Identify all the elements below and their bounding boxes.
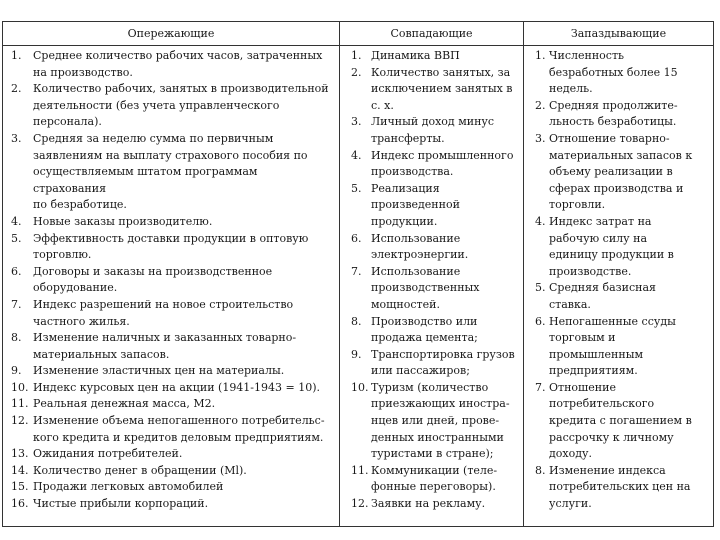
item-text-line: Количество денег в обращении (Ml). — [33, 463, 247, 477]
item-number: 6. — [535, 314, 546, 328]
item-text-line: Изменение наличных и заказанных товарно- — [33, 331, 297, 345]
item-number: 14. — [11, 463, 29, 477]
item-text-line: Коммуникации (теле- — [371, 463, 498, 477]
item-text-line: фонные переговоры). — [371, 480, 496, 494]
item-text-line: производства. — [371, 165, 454, 179]
item-number: 6. — [351, 231, 362, 245]
item-number: 4. — [11, 214, 22, 228]
item-text-line: предприятиям. — [549, 364, 638, 378]
item-text-line: частного жилья. — [33, 314, 130, 328]
item-text-line: деятельности (без учета управленческого — [33, 98, 280, 112]
item-text-line: рабочую силу на — [549, 231, 648, 245]
item-text-line: денных иностранными — [371, 430, 504, 444]
list-item — [11, 48, 333, 81]
item-number: 7. — [351, 264, 362, 278]
list-item — [535, 280, 709, 313]
item-number: 3. — [535, 131, 546, 145]
item-text-line: Индекс разрешений на новое строительство — [33, 297, 294, 311]
item-text-line: продукции. — [371, 214, 438, 228]
item-text-line: Договоры и заказы на производственное — [33, 264, 273, 278]
list-item — [535, 463, 709, 513]
item-text-line: Эффективность доставки продукции в оптовую — [33, 231, 309, 245]
list-item — [351, 181, 515, 231]
item-text-line: торговлю. — [33, 248, 92, 262]
list-item — [351, 380, 515, 463]
list-item — [11, 380, 333, 397]
item-text-line: Средняя за неделю сумма по первичным — [33, 131, 274, 145]
item-text-line: промышленным — [549, 347, 644, 361]
item-text-line: Численность — [549, 49, 625, 62]
item-text-line: рассрочку к личному — [549, 430, 674, 444]
item-text-line: осуществляемым штатом программам страхования — [33, 165, 258, 195]
item-text-line: кого кредита и кредитов деловым предприятиям. — [33, 430, 324, 444]
item-text-line: персонала). — [33, 115, 102, 129]
item-text-line: потребительских цен на — [549, 480, 691, 494]
item-text-line: с. х. — [371, 98, 394, 112]
coincident-indicators-list — [351, 48, 515, 513]
item-text-line: продажа цемента; — [371, 331, 478, 345]
item-text-line: заявлениям на выплату страхового пособия по — [33, 148, 308, 162]
list-item — [11, 131, 333, 214]
item-text-line: приезжающих иностра- — [371, 397, 510, 411]
item-number: 4. — [351, 148, 362, 162]
list-item — [351, 231, 515, 264]
item-text-line: Среднее количество рабочих часов, затраченных — [33, 49, 323, 62]
list-item — [535, 98, 709, 131]
item-number: 15. — [11, 480, 29, 494]
item-text-line: мощностей. — [371, 297, 440, 311]
item-text-line: льность безработицы. — [549, 115, 677, 129]
item-text-line: Туризм (количество — [371, 380, 489, 394]
item-text-line: доходу. — [549, 447, 592, 461]
item-number: 3. — [11, 131, 22, 145]
item-text-line: объему реализации в — [549, 165, 673, 179]
item-text-line: материальных запасов к — [549, 148, 693, 162]
item-number: 12. — [11, 414, 29, 428]
column-divider — [523, 22, 524, 526]
list-item — [11, 446, 333, 463]
item-number: 1. — [535, 49, 546, 62]
item-text-line: Производство или — [371, 314, 478, 328]
item-number: 8. — [351, 314, 362, 328]
item-text-line: Использование — [371, 231, 461, 245]
item-text-line: производстве. — [549, 264, 632, 278]
leading-indicators-list — [11, 48, 333, 513]
item-number: 5. — [11, 231, 22, 245]
item-number: 2. — [535, 98, 546, 112]
header-coincident: Совпадающие — [390, 27, 473, 40]
list-item — [11, 463, 333, 480]
item-number: 8. — [535, 463, 546, 477]
item-number: 5. — [535, 281, 546, 295]
list-item — [351, 347, 515, 380]
list-item — [535, 48, 709, 98]
item-number: 1. — [11, 49, 22, 62]
list-item — [11, 413, 333, 446]
item-text-line: Отношение товарно- — [549, 131, 670, 145]
item-number: 6. — [11, 264, 22, 278]
item-text-line: Использование — [371, 264, 461, 278]
lagging-indicators-list — [535, 48, 709, 513]
list-item — [351, 48, 515, 65]
item-text-line: Количество рабочих, занятых в производительной — [33, 82, 329, 96]
list-item — [11, 363, 333, 380]
indicators-table — [2, 21, 714, 527]
list-item — [351, 264, 515, 314]
item-text-line: оборудование. — [33, 281, 118, 295]
list-item — [351, 65, 515, 115]
item-number: 11. — [351, 463, 369, 477]
list-item — [11, 81, 333, 131]
item-text-line: торговли. — [549, 198, 606, 212]
item-text-line: Динамика ВВП — [371, 49, 460, 62]
list-item — [535, 380, 709, 463]
item-text-line: Реальная денежная масса, М2. — [33, 397, 216, 411]
item-text-line: Индекс промышленного — [371, 148, 514, 162]
item-text-line: потребительского — [549, 397, 655, 411]
item-text-line: Личный доход минус — [371, 115, 495, 129]
list-item — [535, 131, 709, 214]
item-text-line: Реализация — [371, 181, 440, 195]
item-text-line: сферах производства и — [549, 181, 684, 195]
list-item — [11, 231, 333, 264]
item-text-line: Транспортировка грузов — [371, 347, 515, 361]
header-lagging: Запаздывающие — [570, 27, 667, 40]
item-text-line: Изменение эластичных цен на материалы. — [33, 364, 285, 378]
item-text-line: ставка. — [549, 297, 591, 311]
item-number: 7. — [11, 297, 22, 311]
item-number: 9. — [11, 364, 22, 378]
item-number: 10. — [11, 380, 29, 394]
list-item — [351, 114, 515, 147]
item-text-line: недель. — [549, 82, 593, 96]
item-text-line: Новые заказы производителю. — [33, 214, 213, 228]
list-item — [351, 496, 515, 513]
item-text-line: произведенной — [371, 198, 460, 212]
item-text-line: Заявки на рекламу. — [371, 497, 486, 511]
item-number: 4. — [535, 214, 546, 228]
item-number: 13. — [11, 447, 29, 461]
item-text-line: электроэнергии. — [371, 248, 469, 262]
item-text-line: или пассажиров; — [371, 364, 470, 378]
column-divider — [339, 22, 340, 526]
list-item — [11, 330, 333, 363]
list-item — [351, 463, 515, 496]
item-text-line: Индекс затрат на — [549, 214, 652, 228]
item-text-line: нцев или дней, прове- — [371, 414, 500, 428]
item-text-line: безработных более 15 — [549, 65, 678, 79]
item-text-line: Индекс курсовых цен на акции (1941-1943 = 10). — [33, 380, 321, 394]
item-number: 2. — [351, 65, 362, 79]
item-text-line: Количество занятых, за — [371, 65, 511, 79]
item-text-line: туристами в стране); — [371, 447, 494, 461]
item-text-line: Изменение индекса — [549, 463, 666, 477]
header-row — [3, 22, 713, 46]
item-number: 2. — [11, 82, 22, 96]
item-text-line: Чистые прибыли корпораций. — [33, 497, 209, 511]
item-text-line: Средняя продолжите- — [549, 98, 678, 112]
list-item — [351, 148, 515, 181]
item-text-line: кредита с погашением в — [549, 414, 692, 428]
item-number: 9. — [351, 347, 362, 361]
item-number: 11. — [11, 397, 29, 411]
item-number: 16. — [11, 497, 29, 511]
item-text-line: Ожидания потребителей. — [33, 447, 183, 461]
list-item — [351, 314, 515, 347]
item-text-line: Отношение — [549, 380, 616, 394]
item-number: 10. — [351, 380, 369, 394]
item-text-line: на производство. — [33, 65, 133, 79]
item-text-line: Продажи легковых автомобилей — [33, 480, 224, 494]
item-text-line: трансферты. — [371, 131, 445, 145]
item-number: 12. — [351, 497, 369, 511]
item-text-line: единицу продукции в — [549, 248, 674, 262]
item-text-line: Непогашенные ссуды — [549, 314, 676, 328]
item-text-line: услуги. — [549, 497, 592, 511]
list-item — [11, 264, 333, 297]
item-text-line: по безработице. — [33, 198, 127, 212]
list-item — [11, 396, 333, 413]
list-item — [11, 479, 333, 496]
item-text-line: исключением занятых в — [371, 82, 513, 96]
item-number: 3. — [351, 115, 362, 129]
header-leading: Опережающие — [127, 27, 215, 40]
item-text-line: Изменение объема непогашенного потребительс- — [33, 414, 325, 428]
list-item — [11, 496, 333, 513]
item-text-line: материальных запасов. — [33, 347, 170, 361]
item-number: 5. — [351, 181, 362, 195]
list-item — [11, 297, 333, 330]
list-item — [535, 214, 709, 280]
list-item — [535, 314, 709, 380]
item-number: 7. — [535, 380, 546, 394]
item-number: 8. — [11, 331, 22, 345]
list-item — [11, 214, 333, 231]
item-number: 1. — [351, 49, 362, 62]
item-text-line: Средняя базисная — [549, 281, 656, 295]
item-text-line: торговым и — [549, 331, 616, 345]
item-text-line: производственных — [371, 281, 480, 295]
